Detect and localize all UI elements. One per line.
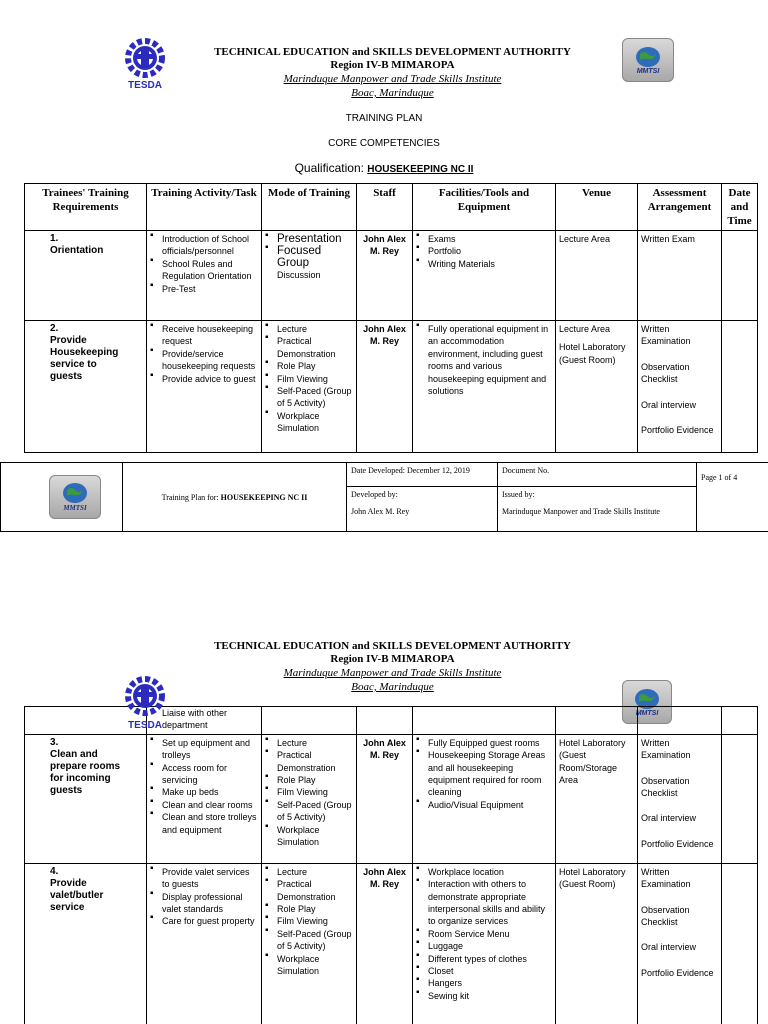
assessment-cell [638,231,722,321]
column-header: Venue [556,184,638,231]
list-item: ▪ Portfolio [416,245,552,257]
column-header: Mode of Training [262,184,357,231]
date-cell [722,321,758,453]
mmtsi-label: MMTSI [63,504,87,512]
list-item: ▪ Film Viewing [265,786,353,798]
venue-text: Lecture Area [559,234,611,244]
training-plan-table-page2 [24,706,758,1024]
list-item: ▪ Practical Demonstration [265,878,353,903]
table-row [25,863,758,1024]
plan-label: Training Plan for: [161,492,221,502]
globe-icon [61,482,89,504]
authority-name: TECHNICAL EDUCATION and SKILLS DEVELOPMENT AUTHORITY [214,640,571,652]
requirement-cell [25,734,147,863]
requirement-number: 3. [50,736,59,748]
region-name: Region IV-B MIMAROPA [330,59,455,71]
date-cell [722,231,758,321]
issued-by-cell [498,487,697,532]
list-item: ▪ Role Play [265,903,353,915]
list-item: ▪ Pre-Test [150,283,258,295]
developed-by-cell [347,487,498,532]
requirement-cell [25,863,147,1024]
footer-plan-cell [123,463,347,532]
globe-icon [634,46,662,68]
list-item: ▪ Access room for servicing [150,762,258,787]
requirement-number: 2. [50,323,59,334]
mode-cell [262,231,357,321]
table-row [25,734,758,863]
list-item: ▪ Receive housekeeping request [150,323,258,348]
page-footer [0,462,768,532]
list-item: ▪ Different types of clothes [416,953,552,965]
mode-cell [262,707,357,735]
list-item: ▪ Housekeeping Storage Areas and all housekeeping equipment required for room cleaning [416,749,552,799]
institute-name: Marinduque Manpower and Trade Skills Institute [283,667,502,679]
requirement-number: 1. [50,233,59,244]
document-no: Document No. [498,463,697,487]
tesda-logo [118,34,172,94]
column-header: Facilities/Tools and Equipment [413,184,556,231]
list-item: ▪ Luggage [416,940,552,952]
staff-cell: John Alex M. Rey [357,231,413,321]
authority-name: TECHNICAL EDUCATION and SKILLS DEVELOPMENT AUTHORITY [214,46,571,58]
column-header: Trainees' Training Requirements [25,184,147,231]
list-item: ▪ Focused Group [265,245,353,269]
core-competencies-title: CORE COMPETENCIES [328,138,440,149]
facilities-cell [413,231,556,321]
activity-cell [147,734,262,863]
list-item: ▪ Audio/Visual Equipment [416,799,552,811]
list-item: ▪ Care for guest property [150,915,258,927]
list-item: ▪ Hangers [416,977,552,989]
requirement-text: Provide valet/butler service [50,877,104,913]
list-item: ▪ Sewing kit [416,990,552,1002]
facilities-cell [413,707,556,735]
training-plan-table-page1 [24,183,758,453]
assessment-text: Observation Checklist [641,361,690,385]
assessment-cell [638,321,722,453]
tesda-label: TESDA [128,720,162,731]
list-item: ▪ Room Service Menu [416,928,552,940]
assessment-text: Oral interview [641,813,697,824]
list-item: ▪ Exams [416,233,552,245]
staff-cell: John Alex M. Rey [357,734,413,863]
mmtsi-label: MMTSI [636,67,660,75]
date-developed: Date Developed: December 12, 2019 [347,463,498,487]
requirement-number: 4. [50,865,59,877]
document-header [190,640,595,694]
assessment-text: Written Examination [641,737,691,761]
list-item: ▪ Workplace Simulation [265,824,353,849]
venue-text: Hotel Laboratory (Guest Room/Storage Area [559,737,626,786]
institute-location: Boac, Marinduque [351,87,434,99]
list-item: ▪ Presentation [265,233,353,245]
region-name: Region IV-B MIMAROPA [330,653,455,665]
assessment-cell [638,863,722,1024]
list-item: ▪ Lecture [265,737,353,749]
tesda-label: TESDA [128,80,162,91]
venue-text: Lecture Area [559,324,611,334]
table-row [25,231,758,321]
list-item: ▪ Workplace Simulation [265,953,353,978]
requirement-text: Orientation [50,245,104,256]
requirement-cell [25,231,147,321]
qualification-label: Qualification: [294,161,368,175]
qualification-value: HOUSEKEEPING NC II [367,164,474,175]
facilities-cell [413,863,556,1024]
list-item: ▪ School Rules and Regulation Orientation [150,258,258,283]
document-header [190,46,595,100]
assessment-text: Oral interview [641,942,697,953]
list-item: ▪ Role Play [265,360,353,372]
plan-value: HOUSEKEEPING NC II [220,492,308,502]
list-item: ▪ Film Viewing [265,915,353,927]
list-item: ▪ Display professional valet standards [150,891,258,916]
assessment-text: Portfolio Evidence [641,967,714,978]
mmtsi-label: MMTSI [635,709,659,717]
mode-cell [262,863,357,1024]
list-item: ▪ Practical Demonstration [265,749,353,774]
staff-cell: John Alex M. Rey [357,321,413,453]
list-item: ▪ Interaction with others to demonstrate appropriate interpersonal skills and ability to organize services [416,878,552,928]
qualification-line [0,161,768,175]
list-item: ▪ Lecture [265,866,353,878]
list-item: ▪ Provide advice to guest [150,373,258,385]
column-header: Training Activity/Task [147,184,262,231]
venue-cell [556,321,638,453]
date-cell [722,863,758,1024]
list-item: ▪ Workplace Simulation [265,410,353,435]
mode-extra: Discussion [277,270,321,280]
requirement-cell [25,321,147,453]
column-header: Staff [357,184,413,231]
mmtsi-logo [622,38,674,82]
footer-logo-cell [1,463,123,532]
mmtsi-logo [49,475,101,519]
list-item: ▪ Introduction of School officials/personnel [150,233,258,258]
list-item: ▪ Workplace location [416,866,552,878]
assessment-text: Written Examination [641,324,691,347]
assessment-cell [635,707,722,735]
developed-by-label: Developed by: [351,490,398,499]
list-item: ▪ Self-Paced (Group of 5 Activity) [265,799,353,824]
institute-location: Boac, Marinduque [351,681,434,693]
institute-name: Marinduque Manpower and Trade Skills Institute [283,73,502,85]
tesda-logo [118,672,172,734]
list-item: ▪ Closet [416,965,552,977]
list-item: ▪ Self-Paced (Group of 5 Activity) [265,385,353,410]
list-item: ▪ Writing Materials [416,258,552,270]
activity-text: Liaise with other department [162,708,228,731]
requirement-text: Clean and prepare rooms for incoming guests [50,748,121,796]
list-item: ▪ Clean and clear rooms [150,799,258,811]
venue-cell [556,231,638,321]
assessment-text: Portfolio Evidence [641,838,714,849]
issued-by-value: Marinduque Manpower and Trade Skills Institute [502,507,660,516]
list-item: ▪ Film Viewing [265,373,353,385]
activity-cell [147,231,262,321]
table-header-row [25,184,758,231]
venue-cell [556,707,638,735]
mode-cell [262,734,357,863]
list-item: ▪ Role Play [265,774,353,786]
assessment-text: Written Exam [641,234,695,244]
assessment-text: Oral interview [641,399,697,410]
list-item: ▪ Set up equipment and trolleys [150,737,258,762]
page-number: Page 1 of 4 [697,463,768,532]
column-header: Date and Time [722,184,758,231]
list-item: ▪ Clean and store trolleys and equipment [150,811,258,836]
list-item: ▪ Fully Equipped guest rooms [416,737,552,749]
assessment-cell [638,734,722,863]
assessment-text: Portfolio Evidence [641,425,714,436]
assessment-text: Observation Checklist [641,775,690,799]
staff-cell: John Alex M. Rey [357,863,413,1024]
activity-cell [147,321,262,453]
developed-by-value: John Alex M. Rey [351,507,410,516]
assessment-text: Written Examination [641,866,691,890]
list-item: ▪ Lecture [265,323,353,335]
venue-cell [556,863,638,1024]
date-cell [722,707,758,735]
list-item: ▪ Self-Paced (Group of 5 Activity) [265,928,353,953]
activity-cell [147,863,262,1024]
venue-text: Hotel Laboratory (Guest Room) [559,342,626,365]
list-item: ▪ Provide valet services to guests [150,866,258,891]
date-cell [722,734,758,863]
assessment-text: Observation Checklist [641,904,690,928]
facilities-cell [413,734,556,863]
venue-text: Hotel Laboratory (Guest Room) [559,866,626,890]
mode-cell [262,321,357,453]
list-item: ▪ Make up beds [150,786,258,798]
list-item: ▪ Fully operational equipment in an accommodation environment, including guest rooms and various housekeeping equipment and solutions [416,323,552,397]
venue-cell [556,734,638,863]
table-row [25,321,758,453]
list-item: ▪ Practical Demonstration [265,335,353,360]
list-item: ▪ Provide/service housekeeping requests [150,348,258,373]
column-header: Assessment Arrangement [638,184,722,231]
issued-by-label: Issued by: [502,490,535,499]
requirement-text: Provide Housekeeping service to guests [50,335,119,382]
staff-cell [357,707,413,735]
training-plan-title: TRAINING PLAN [345,113,423,124]
facilities-cell [413,321,556,453]
